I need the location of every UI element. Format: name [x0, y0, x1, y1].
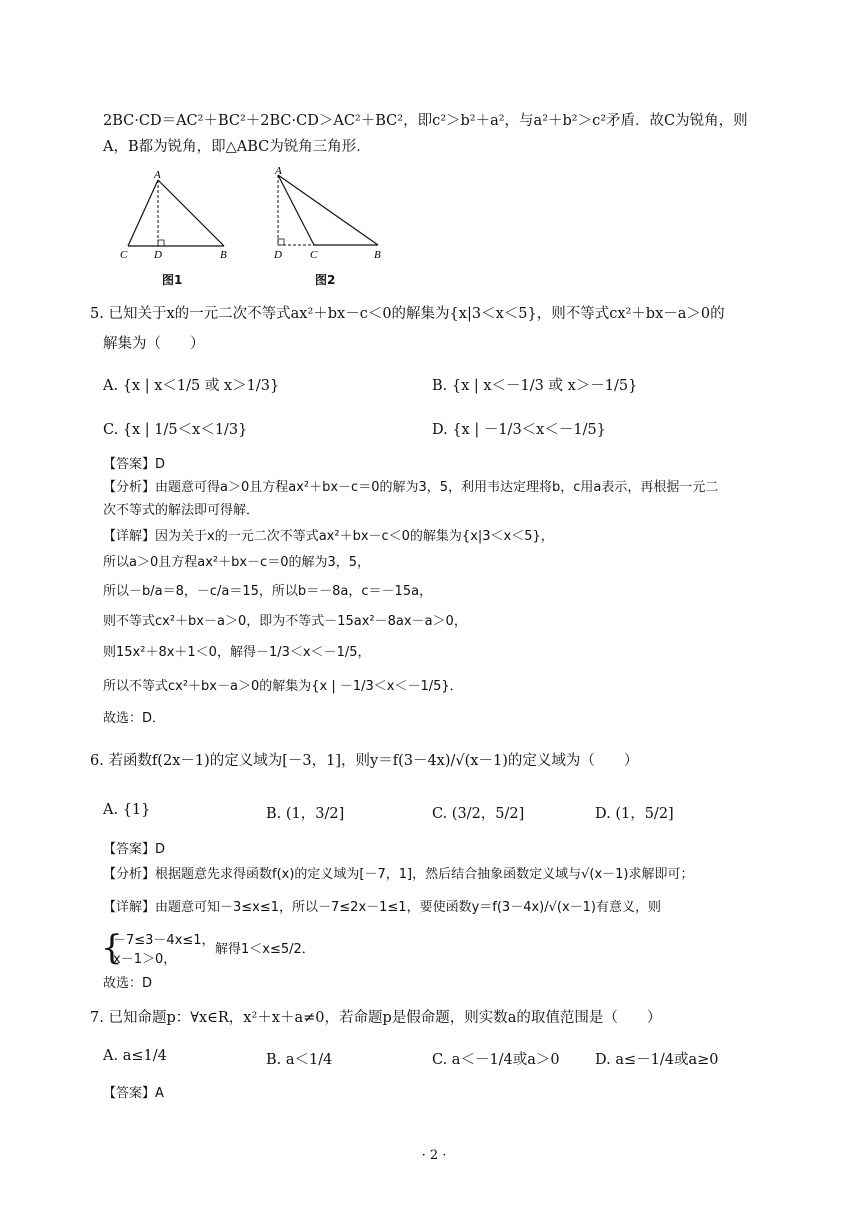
q7-answer: 【答案】A [103, 1086, 164, 1101]
q7-option-d: D. a≤－1/4或a≥0 [595, 1052, 719, 1068]
intro-line-1: 2BC·CD＝AC²＋BC²＋2BC·CD＞AC²＋BC²，即c²＞b²＋a²，与a²＋b²＞c²矛盾．故C为锐角，则 [103, 113, 748, 129]
q7-option-a: A. a≤1/4 [103, 1048, 167, 1064]
q6-option-d: D. (1，5/2] [595, 806, 674, 822]
q7-option-c: C. a＜－1/4或a＞0 [432, 1052, 560, 1068]
figure-2-triangle [266, 163, 396, 263]
q5-detail-line-3: 所以－b/a＝8，－c/a＝15，所以b＝－8a，c＝－15a， [103, 584, 433, 599]
figure-1-triangle [112, 168, 242, 263]
fig1-label-A: A [154, 169, 161, 181]
q6-option-b: B. (1，3/2] [266, 806, 345, 822]
fig1-label-B: B [220, 249, 227, 261]
q6-system-eq-2: x－1＞0， [113, 952, 177, 967]
page-number: · 2 · [421, 1148, 447, 1163]
q5-detail-line-4: 则不等式cx²＋bx－a＞0，即为不等式－15ax²－8ax－a＞0， [103, 614, 467, 629]
q5-option-c: C. {x | 1/5＜x＜1/3} [103, 422, 248, 438]
q5-detail-line-6: 所以不等式cx²＋bx－a＞0的解集为{x | －1/3＜x＜－1/5}． [103, 679, 463, 694]
q7-option-b: B. a＜1/4 [266, 1052, 333, 1068]
q5-option-a: A. {x | x＜1/5 或 x＞1/3} [103, 378, 280, 394]
q5-detail-line-2: 所以a＞0且方程ax²＋bx－c＝0的解为3，5， [103, 555, 371, 570]
q5-answer: 【答案】D [103, 457, 166, 472]
fig2-label-A: A [275, 165, 282, 177]
q6-detail-line-1: 【详解】由题意可知－3≤x≤1，所以－7≤2x－1≤1，要使函数y＝f(3－4x)/√(x－1)有意义，则 [103, 900, 662, 915]
q6-system-eq-1: －7≤3－4x≤1， [113, 933, 215, 948]
q5-option-d: D. {x | －1/3＜x＜－1/5} [432, 422, 606, 438]
q6-option-c: C. (3/2，5/2] [432, 806, 525, 822]
q6-choose: 故选：D [103, 976, 153, 991]
q7-stem: 7. 已知命题p：∀x∈R，x²＋x＋a≠0，若命题p是假命题，则实数a的取值范围是（ ） [90, 1010, 662, 1026]
fig2-label-B: B [374, 249, 381, 261]
figure-1-caption: 图1 [162, 273, 183, 287]
fig2-label-C: C [310, 249, 318, 261]
q5-detail-line-1: 【详解】因为关于x的一元二次不等式ax²＋bx－c＜0的解集为{x|3＜x＜5}， [103, 529, 554, 544]
q5-detail-line-5: 则15x²＋8x＋1＜0，解得－1/3＜x＜－1/5， [103, 645, 371, 660]
q5-stem-line-1: 5. 已知关于x的一元二次不等式ax²＋bx－c＜0的解集为{x|3＜x＜5}，则不等式cx²＋bx－a＞0的 [90, 306, 725, 322]
fig2-label-D: D [274, 249, 282, 261]
q6-analysis: 【分析】根据题意先求得函数f(x)的定义域为[－7，1]，然后结合抽象函数定义域与√(x－1)求解即可； [103, 867, 694, 882]
q6-solve-result: 解得1＜x≤5/2． [215, 942, 315, 957]
q6-stem: 6. 若函数f(2x－1)的定义域为[－3，1]，则y＝f(3－4x)/√(x－1)的定义域为（ ） [90, 753, 639, 769]
q5-stem-line-2: 解集为（ ） [103, 336, 205, 352]
intro-line-2: A，B都为锐角，即△ABC为锐角三角形． [103, 139, 371, 155]
fig1-label-D: D [154, 249, 162, 261]
q5-analysis-line-1: 【分析】由题意可得a＞0且方程ax²＋bx－c＝0的解为3，5，利用韦达定理将b，c用a表示，再根据一元二 [103, 480, 719, 495]
q6-answer: 【答案】D [103, 842, 166, 857]
figure-2-caption: 图2 [315, 273, 336, 287]
q6-option-a: A. {1} [103, 802, 151, 818]
q5-choose: 故选：D． [103, 711, 166, 726]
q5-analysis-line-2: 次不等式的解法即可得解． [103, 503, 260, 518]
q5-option-b: B. {x | x＜－1/3 或 x＞－1/5} [432, 378, 638, 394]
fig1-label-C: C [120, 249, 128, 261]
q6-system-brace: { [101, 928, 123, 968]
